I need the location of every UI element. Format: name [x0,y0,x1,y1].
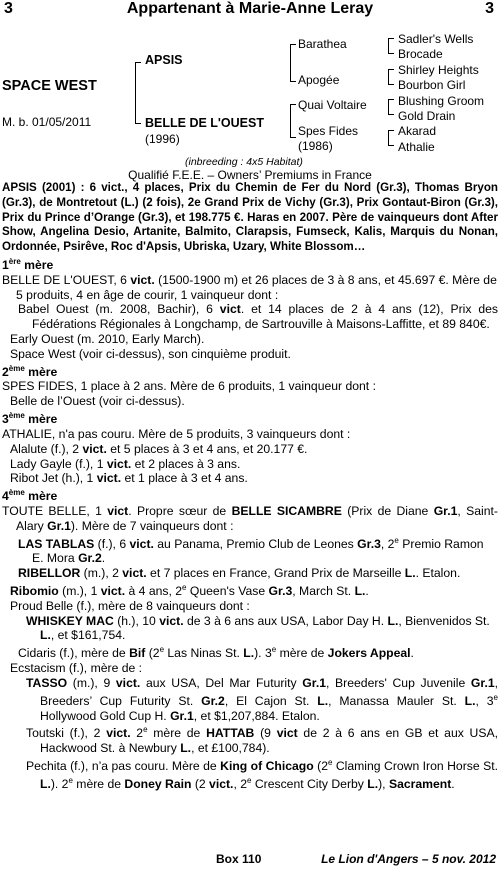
second-dam-record: SPES FIDES, 1 place à 2 ans. Mère de 6 produits, 1 vainqueur dont : [2,379,376,394]
g4-8: Athalie [398,140,435,154]
bracket-g4-2 [388,69,394,85]
horse-info: M. b. 01/05/2011 [2,115,92,129]
dam-dam-year: (1986) [298,139,333,153]
page-title: Appartenant à Marie-Anne Leray [126,0,374,17]
third-dam-heading: 3ème mère [2,411,58,427]
g4-6: Gold Drain [398,109,456,123]
inbreeding-note: (inbreeding : 4x5 Habitat) [185,156,303,168]
dam-year: (1996) [145,132,180,146]
produce-toutski: Toutski (f.), 2 vict. 2e mère de HATTAB (9 vict de 2 à 6 ans en GB et aux USA, Hackwood St. à Newbury L., et £100,784). [26,725,498,756]
footer-venue: Le Lion d'Angers – 5 nov. 2012 [321,852,496,866]
produce-early-ouest: Early Ouest (m. 2010, Early March). [10,332,205,347]
produce-lady-gayle: Lady Gayle (f.), 1 vict. et 2 places à 3 ans. [10,456,241,471]
g4-1: Sadler's Wells [398,32,474,46]
first-dam-record: BELLE DE L'OUEST, 6 vict. (1500-1900 m) et 26 places de 3 à 8 ans, et 45.697 €. Mère de 5 produits, 4 en âge de courir, 1 vainqueur dont : [2,272,497,302]
produce-ecstacism: Ecstacism (f.), mère de : [10,661,143,676]
produce-tasso: TASSO (m.), 9 vict. aux USA, Del Mar Futurity Gr.1, Breeders' Cup Juvenile Gr.1, Breeders’ Cup Futurity St. Gr.2, El Cajon St. L., Manassa Mauler St. L., 3e Hollywood Gold Cup H. Gr.1, et $1,207,884. Etalon. [26,675,498,723]
produce-cidaris: Cidaris (f.), mère de Bif (2e Las Ninas St. L.). 3e mère de Jokers Appeal. [18,645,414,661]
dam-sire: Quai Voltaire [298,98,367,112]
third-dam-produce [2,442,498,486]
produce-alalute: Alalute (f.), 2 vict. et 5 places à 3 et 4 ans, et 20.177 €. [10,441,308,456]
sire-record: APSIS (2001) : 6 vict., 4 places, Prix du Chemin de Fer du Nord (Gr.3), Thomas Bryon (Gr.3), de Montretout (L.) (2 fois), 2e Grand Prix de Vichy (Gr.3), Prix Gontaut-Biron (Gr.3), Prix du Prince d’Orange (Gr.3), et 198.775 €. Haras en 2007. Père de vainqueurs dont After Show, Angelina Desio, Artanite, Balmito, Clarapsis, Fumseck, Kalis, Marquis du Nonan, Ordonnée, Psirêve, Roc d'Apsis, Ubriska, Uzary, White Blossom… [2,181,498,254]
bracket-dam [290,104,296,138]
sire-dam: Apogée [298,73,340,87]
g4-3: Shirley Heights [398,63,479,77]
bracket-gen1 [135,62,141,124]
lot-number-right: 3 [485,0,494,17]
produce-ribot-jet: Ribot Jet (h.), 1 vict. et 1 place à 3 et 4 ans. [10,471,248,486]
fourth-dam-produce [2,534,498,792]
sire-sire: Barathea [298,37,347,51]
g4-4: Bourbon Girl [398,78,466,92]
proud-belle-produce [10,614,498,661]
second-dam-produce: Belle de l’Ouest (voir ci-dessus). [10,394,185,409]
footer-box: Box 110 [216,852,262,866]
fourth-dam-heading: 4ème mère [2,488,58,504]
g4-2: Brocade [398,47,443,61]
qualification-note: Qualifié F.E.E. – Owners’ Premiums in France [128,168,372,182]
pedigree-details [2,181,498,792]
first-dam-heading: 1ère mère [2,256,54,273]
g4-7: Akarad [398,124,437,138]
dam-dam: Spes Fides [298,124,359,138]
fourth-dam-record: TOUTE BELLE, 1 vict. Propre sœur de BELLE SICAMBRE (Prix de Diane Gr.1, Saint-Alary Gr.1). Mère de 7 vainqueurs dont : [2,503,498,533]
lot-number-left: 3 [4,0,13,17]
first-dam-produce [2,302,498,361]
bracket-g4-4 [388,130,394,146]
dam-name: BELLE DE L'OUEST [145,116,264,130]
horse-name: SPACE WEST [2,78,97,94]
produce-las-tablas: LAS TABLAS (f.), 6 vict. au Panama, Premio Club de Leones Gr.3, 2e Premio Ramon E. Mora Gr.2. [18,535,484,566]
produce-ribomio: Ribomio (m.), 1 vict. à 4 ans, 2e Queen's Vase Gr.3, March St. L.. [10,583,369,599]
bracket-sire [290,44,296,82]
bracket-g4-1 [388,38,394,54]
g4-5: Blushing Groom [398,94,485,108]
sire-name: APSIS [145,53,183,67]
produce-proud-belle: Proud Belle (f.), mère de 8 vainqueurs dont : [10,598,250,613]
produce-ribellor: RIBELLOR (m.), 2 vict. et 7 places en France, Grand Prix de Marseille L.. Etalon. [18,566,461,581]
third-dam-record: ATHALIE, n'a pas couru. Mère de 5 produits, 3 vainqueurs dont : [2,426,351,441]
ecstacism-produce [10,676,498,792]
produce-pechita: Pechita (f.), n’a pas couru. Mère de King of Chicago (2e Claming Crown Iron Horse St. L.). 2e mère de Doney Rain (2 vict., 2e Crescent City Derby L.), Sacrament. [26,758,498,791]
second-dam-heading: 2ème mère [2,363,58,379]
bracket-g4-3 [388,99,394,115]
produce-babel-ouest: Babel Ouest (m. 2008, Bachir), 6 vict. et 14 places de 2 à 4 ans (12), Prix des Fédérations Régionales à Longchamp, de Sartrouville à Maisons-Laffitte, et 89 840€. [18,302,498,332]
produce-space-west: Space West (voir ci-dessus), son cinquième produit. [10,346,291,361]
produce-whiskey-mac: WHISKEY MAC (h.), 10 vict. de 3 à 6 ans aux USA, Labor Day H. L., Bienvenidos St. L., et $161,754. [26,613,490,643]
